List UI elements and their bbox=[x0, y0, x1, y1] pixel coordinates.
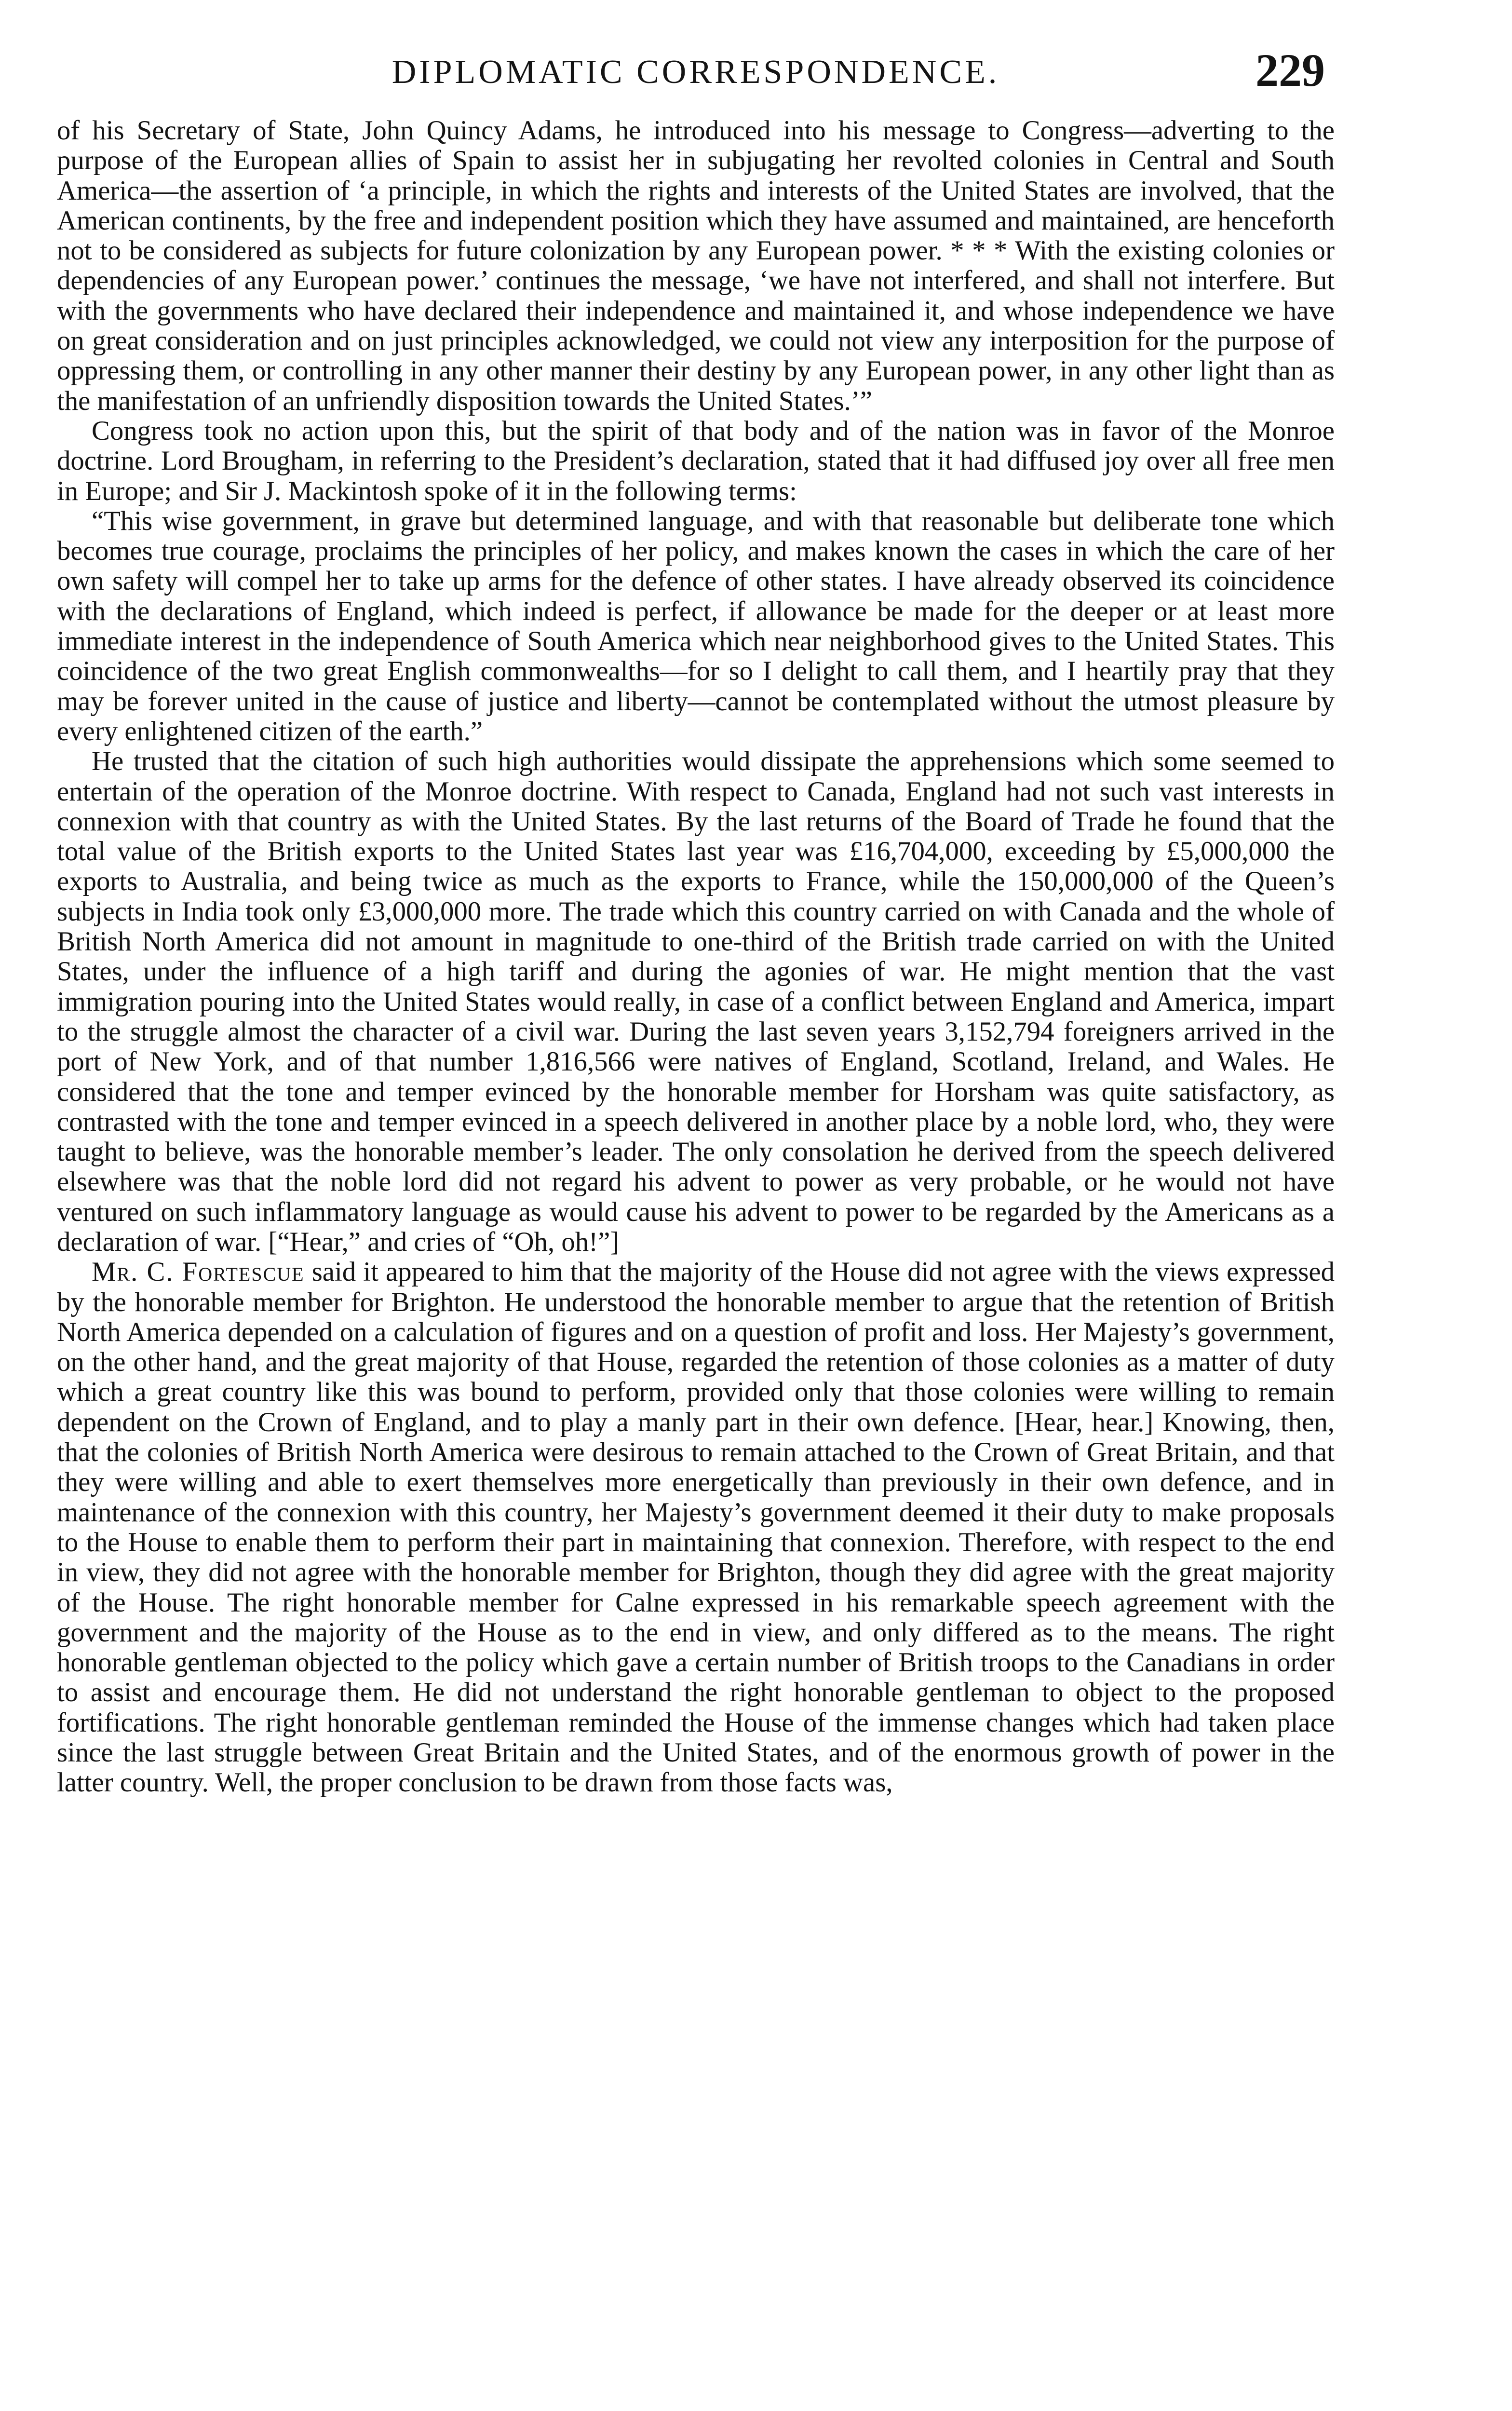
page bbox=[57, 43, 1335, 2406]
speaker-name: Mr. C. Fortescue bbox=[92, 1257, 305, 1287]
page-number: 229 bbox=[1256, 44, 1325, 96]
paragraph-mackintosh-quote: “This wise government, in grave but determined language, and with that reasonable but deliberate tone which becomes true courage, proclaims the principles of her policy, and makes known the cases in which the care of her own safety will compel her to take up arms for the defence of other states. I have already observed its coincidence with the declarations of England, which indeed is perfect, if allowance be made for the deeper or at least more immediate interest in the independence of South America which near neighborhood gives to the United States. This coincidence of the two great English commonwealths—for so I delight to call them, and I heartily pray that they may be forever united in the cause of justice and liberty—cannot be contemplated without the utmost pleasure by every enlightened citizen of the earth.” bbox=[57, 505, 1335, 746]
running-title: DIPLOMATIC CORRESPONDENCE. bbox=[392, 54, 1000, 91]
paragraph-fortescue-speech bbox=[57, 1257, 1335, 1798]
paragraph-trade-argument: He trusted that the citation of such high authorities would dissipate the apprehensions which some seemed to entertain of the operation of the Monroe doctrine. With respect to Canada, England had not such vast interests in connexion with that country as with the United States. By the last returns of the Board of Trade he found that the total value of the British exports to the United States last year was £16,704,000, exceeding by £5,000,000 the exports to Australia, and being twice as much as the exports to France, while the 150,000,000 of the Queen’s subjects in India took only £3,000,000 more. The trade which this country carried on with Canada and the whole of British North America did not amount in magnitude to one-third of the British trade carried on with the United States, under the influence of a high tariff and during the agonies of war. He might mention that the vast immigration pouring into the United States would really, in case of a conflict between England and America, impart to the struggle almost the character of a civil war. During the last seven years 3,152,794 foreigners arrived in the port of New York, and of that number 1,816,566 were natives of England, Scotland, Ireland, and Wales. He considered that the tone and temper evinced by the honorable member for Horsham was quite satisfactory, as contrasted with the tone and temper evinced in a speech delivered in another place by a noble lord, who, they were taught to believe, was the honorable member’s leader. The only consolation he derived from the speech delivered elsewhere was that the noble lord did not regard his advent to power as very probable, or he would not have ventured on such inflammatory language as would cause his advent to power to be regarded by the Americans as a declaration of war. [“Hear,” and cries of “Oh, oh!”] bbox=[57, 746, 1335, 1257]
paragraph-congress-action: Congress took no action upon this, but the spirit of that body and of the nation was in favor of the Monroe doctrine. Lord Brougham, in referring to the President’s declaration, stated that it had diffused joy over all free men in Europe; and Sir J. Mackintosh spoke of it in the following terms: bbox=[57, 415, 1335, 506]
speech-text: said it appeared to him that the majority of the House did not agree with the views expressed by the honorable member for Brighton. He understood the honorable member to argue that the retention of British North America depended on a calculation of figures and on a question of profit and loss. Her Majesty’s government, on the other hand, and the great majority of that House, regarded the retention of those colonies as a matter of duty which a great country like this was bound to perform, provided only that those colonies were willing to remain dependent on the Crown of England, and to play a manly part in their own defence. [Hear, hear.] Knowing, then, that the colonies of British North America were desirous to remain attached to the Crown of Great Britain, and that they were willing and able to exert themselves more energetically than previously in their own defence, and in maintenance of the connexion with this country, her Majesty’s government deemed it their duty to make proposals to the House to enable them to perform their part in maintaining that connexion. Therefore, with respect to the end in view, they did not agree with the honorable member for Brighton, though they did agree with the great majority of the House. The right honorable member for Calne expressed in his remarkable speech agreement with the government and the majority of the House as to the end in view, and only differed as to the means. The right honorable gentleman objected to the policy which gave a certain number of British troops to the Canadians in order to assist and encourage them. He did not understand the right honorable gentleman to object to the proposed fortifications. The right honorable gentleman reminded the House of the immense changes which had taken place since the last struggle between Great Britain and the United States, and of the enormous growth of power in the latter country. Well, the proper conclusion to be drawn from those facts was, bbox=[57, 1257, 1335, 1798]
paragraph-monroe-message: of his Secretary of State, John Quincy Adams, he introduced into his message to Congress—adverting to the purpose of the European allies of Spain to assist her in subjugating her revolted colonies in Central and South America—the assertion of ‘a principle, in which the rights and interests of the United States are involved, that the American continents, by the free and independent position which they have assumed and maintained, are henceforth not to be considered as subjects for future colonization by any European power. * * * With the existing colonies or dependencies of any European power.’ continues the message, ‘we have not interfered, and shall not interfere. But with the governments who have declared their independence and maintained it, and whose independence we have on great consideration and on just principles acknowledged, we could not view any interposition for the purpose of oppressing them, or controlling in any other manner their destiny by any European power, in any other light than as the manifestation of an unfriendly disposition towards the United States.’” bbox=[57, 115, 1335, 416]
running-head bbox=[57, 43, 1335, 116]
body-text bbox=[57, 116, 1335, 1798]
